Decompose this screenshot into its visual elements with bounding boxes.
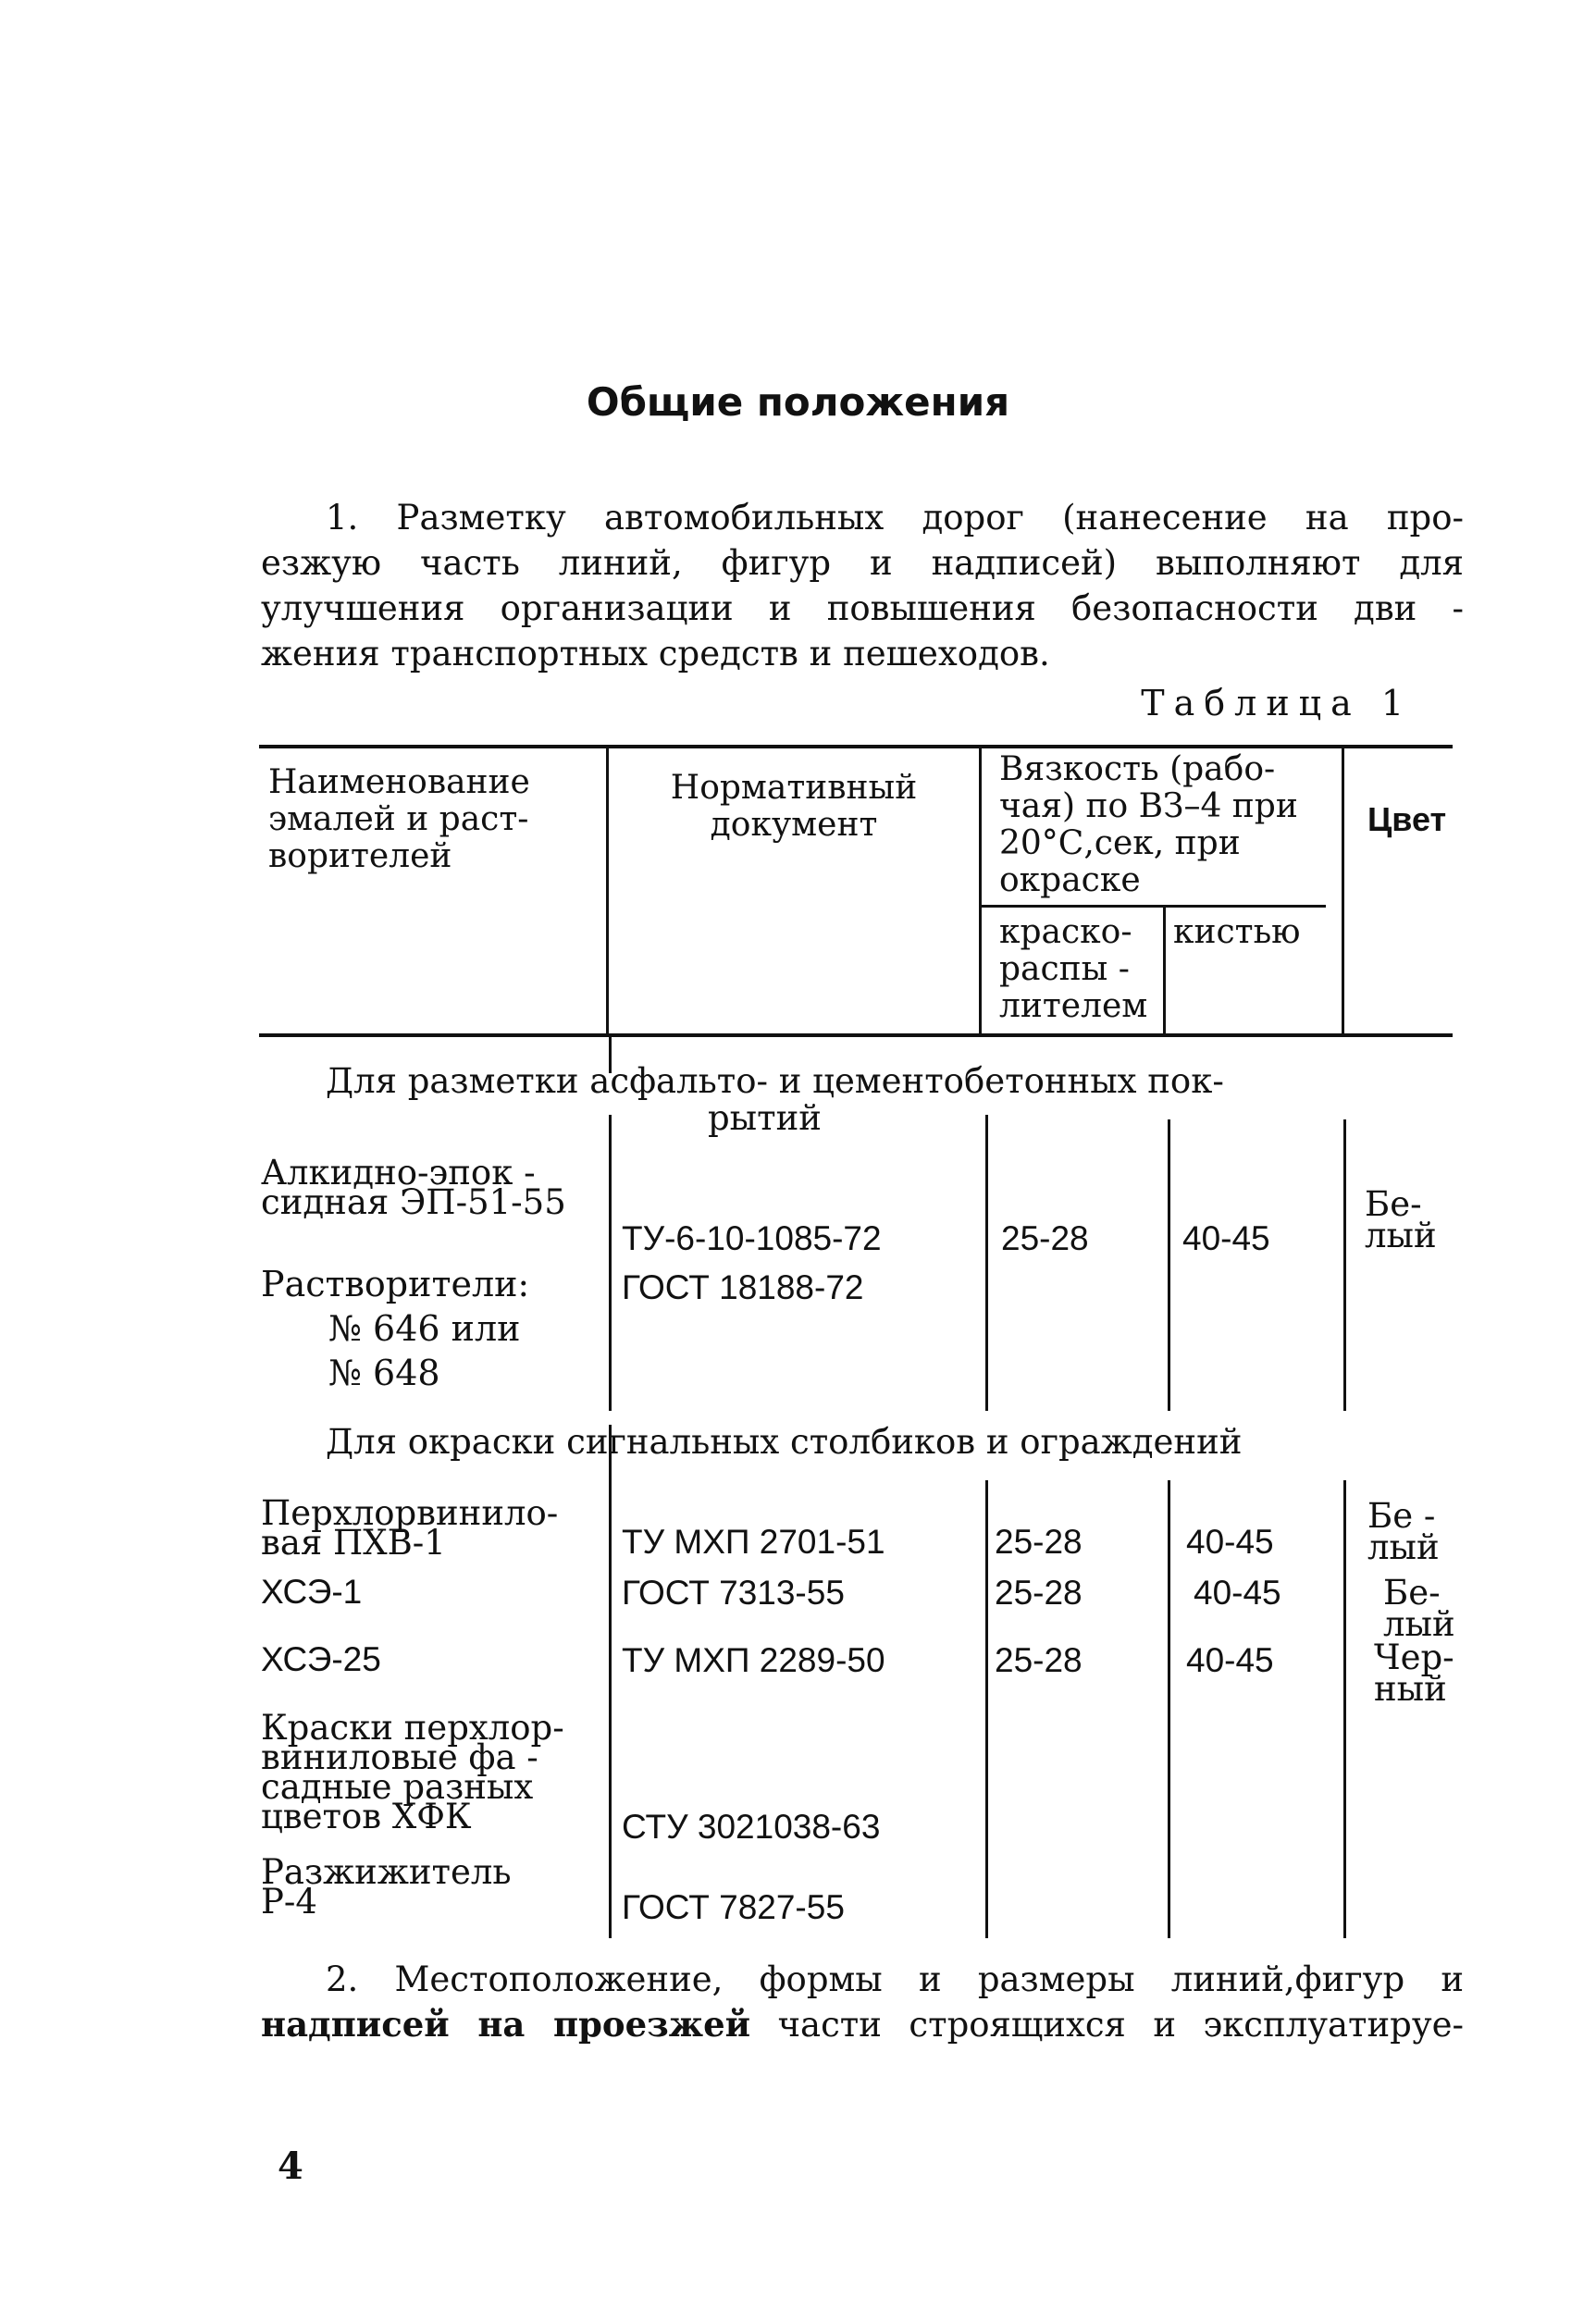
row-brush: 40-45 xyxy=(1186,1641,1274,1679)
row-name: ХСЭ-25 xyxy=(261,1640,381,1678)
row-document: ТУ-6-10-1085-72 xyxy=(622,1219,882,1257)
row-document: ТУ МХП 2289-50 xyxy=(622,1641,885,1679)
header-brush: кистью xyxy=(1173,913,1301,951)
row-sprayer: 25-28 xyxy=(1001,1219,1089,1257)
row-document: ГОСТ 18188-72 xyxy=(622,1268,864,1306)
section-title: рытий xyxy=(708,1098,822,1138)
table-top-rule xyxy=(259,745,1453,748)
header-bottom-rule xyxy=(259,1033,1453,1037)
body-divider xyxy=(985,1115,988,1411)
table-caption: Таблица 1 xyxy=(1141,683,1413,723)
row-document: ГОСТ 7827-55 xyxy=(622,1888,845,1926)
header-sprayer: краско- распы - лителем xyxy=(999,913,1148,1025)
body-divider xyxy=(1168,1119,1170,1411)
header-divider xyxy=(606,748,609,1036)
row-name: Алкидно-эпок - сидная ЭП-51-55 xyxy=(261,1153,566,1222)
row-color: Чер- ный xyxy=(1374,1638,1454,1709)
body-divider xyxy=(985,1480,988,1938)
paragraph-1-line: жения транспортных средств и пешеходов. xyxy=(261,634,1050,674)
paragraph-2-line: 2. Местоположение, формы и размеры линий,фигур и xyxy=(326,1959,1464,1999)
header-name: Наименование эмалей и раст- ворителей xyxy=(268,763,530,875)
row-name: Краски перхлор- виниловые фа - садные разных цветов ХФК xyxy=(261,1708,564,1836)
row-name: Перхлорвинило- вая ПХВ-1 xyxy=(261,1493,559,1563)
row-name: Разжижитель Р-4 xyxy=(261,1852,512,1922)
row-brush: 40-45 xyxy=(1186,1523,1274,1561)
paragraph-1-line: 1. Разметку автомобильных дорог (нанесение на про- xyxy=(326,498,1464,538)
row-name: ХСЭ-1 xyxy=(261,1573,363,1611)
body-divider xyxy=(609,1425,612,1938)
paragraph-1-line: езжую часть линий, фигур и надписей) выполняют для xyxy=(261,543,1464,583)
row-document: СТУ 3021038-63 xyxy=(622,1808,881,1846)
paragraph-2 xyxy=(261,1957,1464,2047)
header-divider xyxy=(979,748,982,1036)
row-color: Бе- лый xyxy=(1365,1184,1437,1255)
row-document: ГОСТ 7313-55 xyxy=(622,1574,845,1612)
body-divider xyxy=(1168,1480,1170,1938)
row-color: Бе- лый xyxy=(1383,1573,1455,1644)
viscosity-subheader-rule xyxy=(979,905,1326,908)
row-name: Растворители: xyxy=(261,1264,530,1304)
paragraph-2-line xyxy=(261,2002,1464,2047)
header-color: Цвет xyxy=(1367,800,1447,838)
row-document: ТУ МХП 2701-51 xyxy=(622,1523,885,1561)
row-name-sub: № 648 xyxy=(328,1353,440,1393)
header-document: Нормативный документ xyxy=(670,769,918,844)
row-sprayer: 25-28 xyxy=(995,1641,1083,1679)
header-divider xyxy=(1163,907,1166,1036)
paragraph-2-bold-text: надписей на проезжей xyxy=(261,2004,751,2045)
row-color: Бе - лый xyxy=(1367,1496,1440,1567)
section-title: Для разметки асфальто- и цементобетонных пок- xyxy=(326,1061,1224,1101)
row-brush: 40-45 xyxy=(1182,1219,1270,1257)
row-sprayer: 25-28 xyxy=(995,1523,1083,1561)
header-viscosity: Вязкость (рабо- чая) по ВЗ–4 при 20°С,сек, при окраске xyxy=(999,750,1298,899)
section-title: Для окраски сигнальных столбиков и ограждений xyxy=(326,1422,1243,1462)
row-brush: 40-45 xyxy=(1194,1574,1281,1612)
body-divider xyxy=(1343,1119,1346,1411)
row-sprayer: 25-28 xyxy=(995,1574,1083,1612)
body-divider xyxy=(1343,1480,1346,1938)
section-heading: Общие положения xyxy=(586,379,1010,425)
row-name-sub: № 646 или xyxy=(328,1308,521,1349)
page-number: 4 xyxy=(278,2144,303,2188)
paragraph-2-text: части строящихся и эксплуатируе- xyxy=(750,2005,1465,2045)
paragraph-1-line: улучшения организации и повышения безопасности дви - xyxy=(261,588,1464,628)
